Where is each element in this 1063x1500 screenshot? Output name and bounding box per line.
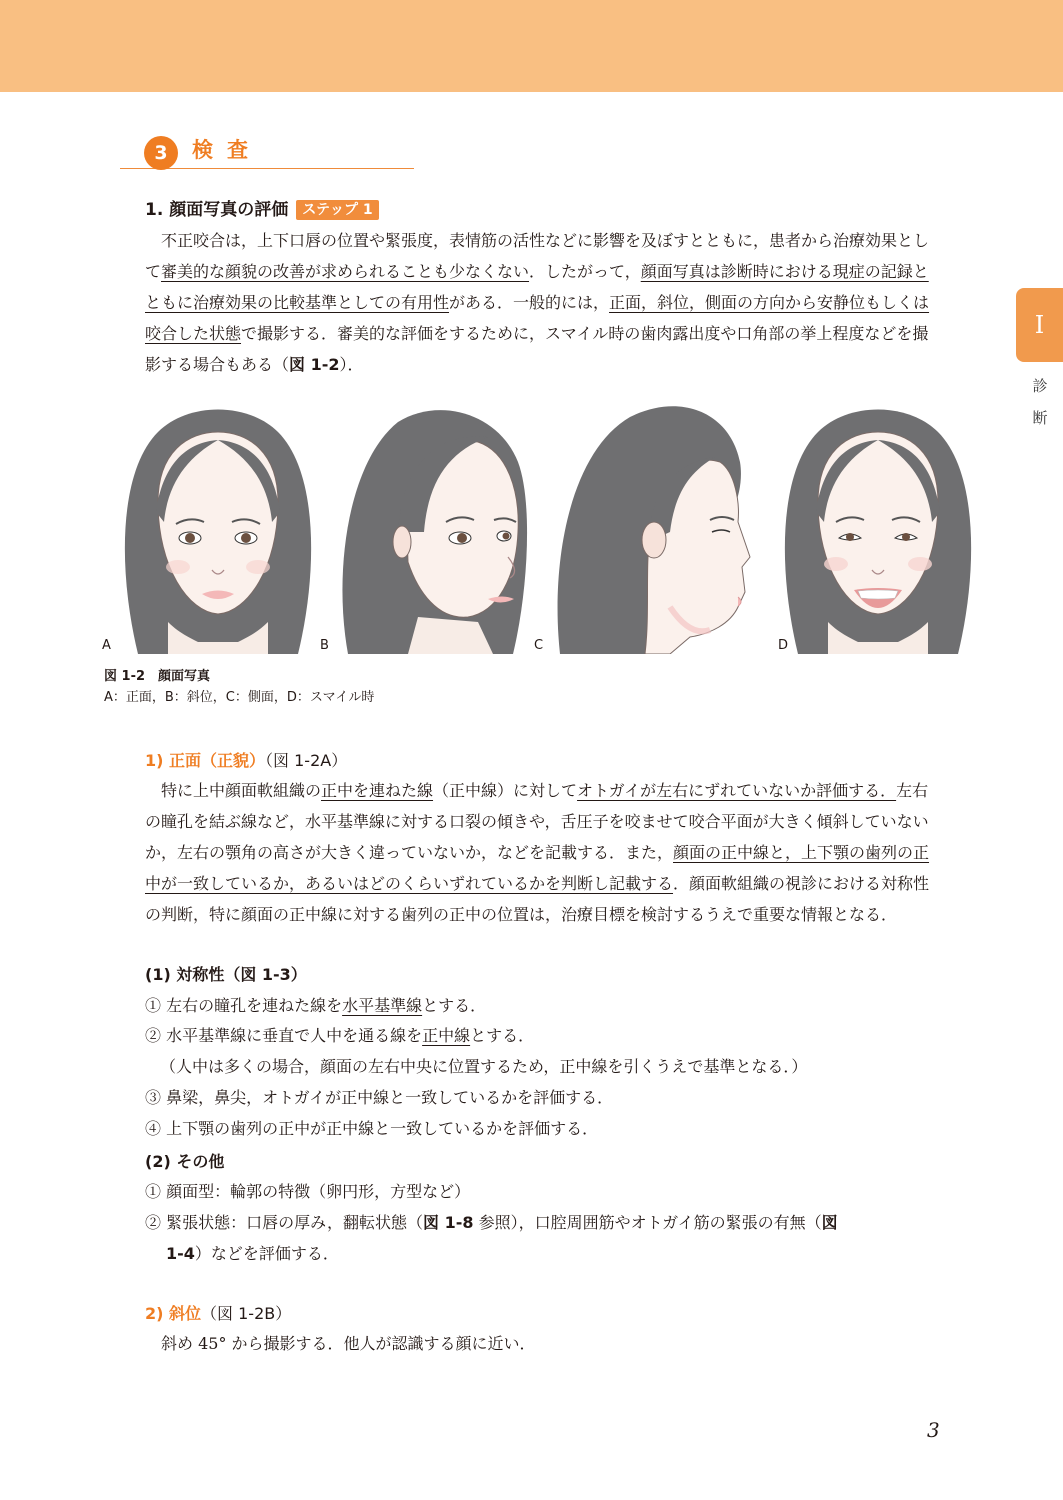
text-run: ら治療効果として xyxy=(145,231,930,281)
figure-reference: 図 1-2 xyxy=(289,355,340,374)
subheading-frontal xyxy=(145,749,347,773)
underlined-text: 顔面写真は診断時における現症の記録とともに治療効果の比較基準としての有用性 xyxy=(145,262,929,312)
text-run: 左右の瞳孔を結ぶ線など，水平基準線に対する口裂の傾きや，舌圧子を咬ませて咬合平面が大きく傾斜していないか，左右の顎角の高さが大きく違っていないか，などを記載する．また， xyxy=(145,781,929,862)
text-run: ① 左右の瞳孔を連ねた線を xyxy=(145,996,343,1015)
text-run: ）． xyxy=(339,355,364,374)
figure-reference: （図 1-2B） xyxy=(201,1304,292,1323)
underlined-text: 審美的な顔貌の改善が求められることも少なくない xyxy=(161,262,530,281)
section-number: 3 xyxy=(144,136,178,170)
other-item-2 xyxy=(145,1209,838,1237)
other-heading: (2) その他 xyxy=(145,1152,225,1171)
chapter-tab[interactable] xyxy=(1016,288,1063,362)
subheading-title: 2) 斜位 xyxy=(145,1304,202,1323)
underlined-text: オトガイが左右にずれていないか評価する． xyxy=(577,781,897,800)
underlined-text: 正中を連ねた線 xyxy=(321,781,434,800)
underlined-text: 顔面の正中線と，上下顎の歯列の正中が一致しているか，あるいはどのくらいずれているかを判断し記載する xyxy=(145,843,930,893)
text-run: 不正咬合は，上下口唇の位置や緊張度，表情筋の活性などに影響を及ぼすとともに，患者か xyxy=(161,231,818,250)
figure-reference: 図 1-8 xyxy=(423,1213,474,1232)
intro-paragraph xyxy=(145,225,941,380)
text-run: とする． xyxy=(422,996,487,1015)
symmetry-item-2-note: （人中は多くの場合，顔面の左右中央に位置するため，正中線を引くうえで基準となる．） xyxy=(160,1057,808,1076)
section-title: 検査 xyxy=(192,138,262,162)
section-heading xyxy=(120,134,414,169)
frontal-paragraph xyxy=(145,775,941,930)
symmetry-item-1 xyxy=(145,992,486,1020)
text-run: ② 水平基準線に垂直で人中を通る線を xyxy=(145,1026,423,1045)
subsection-heading xyxy=(145,198,379,222)
caption-title: 図 1-2 顔面写真 xyxy=(104,669,211,684)
chapter-char: 断 xyxy=(1032,409,1048,427)
step-badge: ステップ 1 xyxy=(296,200,378,220)
subheading-oblique xyxy=(145,1302,291,1326)
face-photo-figure xyxy=(100,392,983,658)
symmetry-item-4: ④ 上下顎の歯列の正中が正中線と一致しているかを評価する． xyxy=(145,1119,599,1138)
header-band xyxy=(0,0,1063,92)
underlined-text: 水平基準線 xyxy=(342,996,423,1015)
text-run: 特に上中顔面軟組織の xyxy=(161,781,322,800)
figure-label-d: D xyxy=(778,638,789,653)
caption-subtitle: A：正面，B：斜位，C：側面，D：スマイル時 xyxy=(104,690,375,705)
face-illustration-smile xyxy=(768,392,988,654)
text-run: で撮影する．審美的な評価をするために，スマイル時の歯肉露出度や口角部の挙上程度などを撮影する場合もある（ xyxy=(145,324,929,374)
other-item-1: ① 顔面型：輪郭の特徴（卵円形，方型など） xyxy=(145,1182,471,1201)
subsection-title: 1. 顔面写真の評価 xyxy=(145,200,289,220)
figure-reference: 図 xyxy=(821,1213,838,1232)
face-illustration-profile xyxy=(550,392,770,654)
text-run: （正中線）に対して xyxy=(433,781,578,800)
text-run: がある．一般的には， xyxy=(449,293,610,312)
figure-reference: 1-4 xyxy=(166,1244,195,1263)
text-run: ② 緊張状態：口唇の厚み，翻転状態（ xyxy=(145,1213,424,1232)
other-item-2-cont xyxy=(166,1240,339,1268)
figure-label-a: A xyxy=(102,638,111,653)
text-run: ．顔面軟組織の視診における対称性の判断，特に顔面の正中線に対する歯列の正中の位置は，治療目標を検討するうえで重要な情報となる． xyxy=(145,874,930,924)
text-run: ．したがって， xyxy=(529,262,641,281)
text-run: 参照），口腔周囲筋やオトガイ筋の緊張の有無（ xyxy=(473,1213,822,1232)
figure-label-b: B xyxy=(320,638,329,653)
symmetry-item-3: ③ 鼻梁，鼻尖，オトガイが正中線と一致しているかを評価する． xyxy=(145,1088,614,1107)
chapter-title-vertical xyxy=(1028,370,1052,434)
underlined-text: 正面，斜位，側面の方向から安静位もしくは咬合した状態 xyxy=(145,293,930,343)
figure-reference: （図 1-2A） xyxy=(265,751,348,770)
page-number: 3 xyxy=(927,1418,940,1442)
text-run: ）などを評価する． xyxy=(194,1244,339,1263)
face-illustration-oblique xyxy=(328,392,548,654)
face-illustration-frontal xyxy=(108,392,328,654)
symmetry-heading: (1) 対称性（図 1-3） xyxy=(145,965,307,984)
text-run: とする． xyxy=(470,1026,535,1045)
figure-caption xyxy=(104,666,374,708)
underlined-text: 正中線 xyxy=(422,1026,471,1045)
chapter-numeral: I xyxy=(1034,311,1045,339)
symmetry-item-2 xyxy=(145,1022,534,1050)
chapter-char: 診 xyxy=(1032,377,1048,395)
figure-label-c: C xyxy=(534,638,544,653)
subheading-title: 1) 正面（正貌） xyxy=(145,751,266,770)
oblique-paragraph: 斜め 45° から撮影する．他人が認識する顔に近い． xyxy=(161,1334,536,1353)
